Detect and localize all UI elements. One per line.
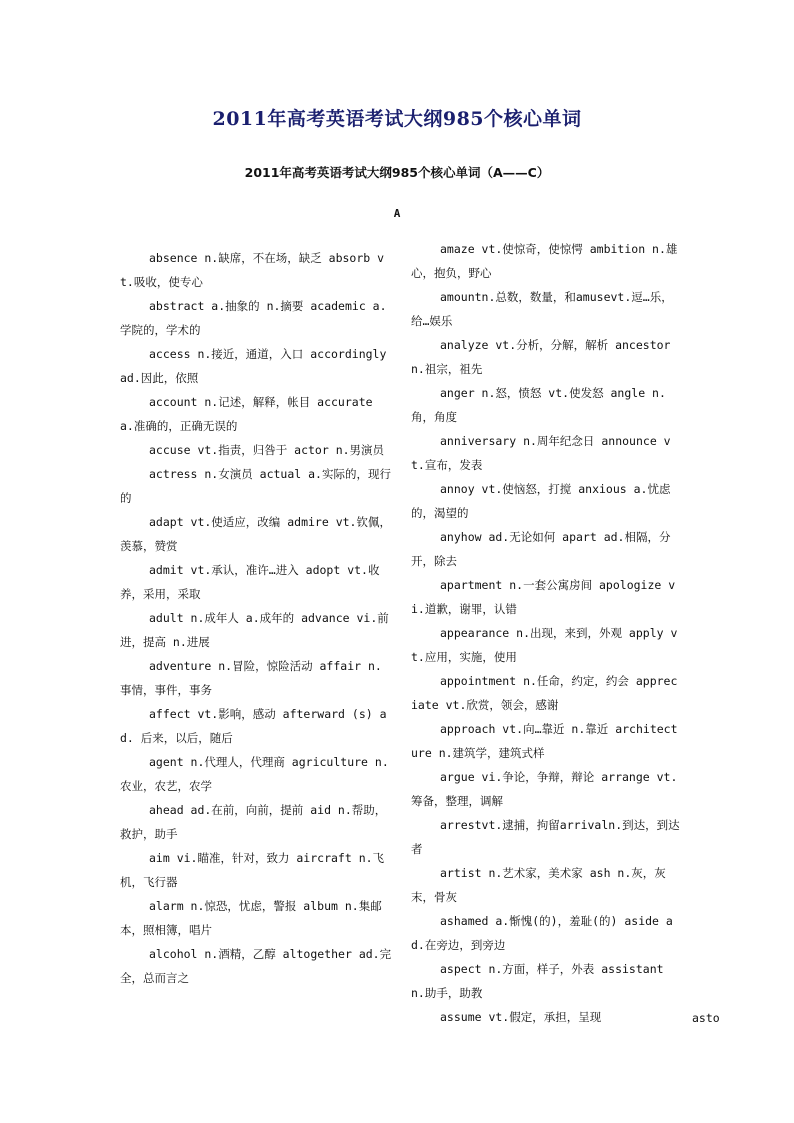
left-column (120, 246, 392, 990)
vocab-entry: agent n.代理人，代理商 agriculture n.农业，农艺，农学 (120, 755, 389, 793)
vocab-entry: ahead ad.在前，向前，提前 aid n.帮助，救护，助手 (120, 803, 387, 841)
vocab-entry: alarm n.惊恐，忧虑，警报 album n.集邮本，照相簿，唱片 (120, 899, 382, 937)
vocab-entry: access n.接近，通道，入口 accordingly ad.因此，依照 (120, 347, 387, 385)
vocab-entry: arrestvt.逮捕，拘留arrivaln.到达，到达者 (411, 818, 680, 856)
vocab-entry: accuse vt.指责，归咎于 actor n.男演员 (149, 443, 385, 457)
right-column (411, 237, 683, 1029)
vocab-entry: adapt vt.使适应，改编 admire vt.钦佩，羡慕，赞赏 (120, 515, 391, 553)
vocab-entry: anger n.怒，愤怒 vt.使发怒 angle n.角，角度 (411, 386, 666, 424)
vocab-entry: argue vi.争论，争辩，辩论 arrange vt.筹备，整理，调解 (411, 770, 678, 808)
vocab-entry: appointment n.任命，约定，约会 appreciate vt.欣赏，领会，感谢 (411, 674, 678, 712)
vocab-entry: anyhow ad.无论如何 apart ad.相隔，分开，除去 (411, 530, 671, 568)
trailing-word-fragment: asto (692, 1011, 720, 1025)
vocab-entry: approach vt.向…靠近 n.靠近 architecture n.建筑学，建筑式样 (411, 722, 678, 760)
vocab-entry: analyze vt.分析，分解，解析 ancestor n.祖宗，祖先 (411, 338, 671, 376)
vocab-entry: aspect n.方面，样子，外表 assistant n.助手，助教 (411, 962, 664, 1000)
page-title: 2011年高考英语考试大纲985个核心单词 (212, 108, 582, 130)
vocab-entry: absence n.缺席，不在场，缺乏 absorb vt.吸收，使专心 (120, 251, 385, 289)
section-letter: A (393, 207, 401, 220)
vocab-entry: artist n.艺术家，美术家 ash n.灰，灰末，骨灰 (411, 866, 666, 904)
vocab-entry: alcohol n.酒精，乙醇 altogether ad.完全，总而言之 (120, 947, 392, 985)
vocab-entry: amaze vt.使惊奇，使惊愕 ambition n.雄心，抱负，野心 (411, 242, 678, 280)
vocab-entry: assume vt.假定，承担，呈现 (440, 1010, 602, 1024)
vocab-entry: abstract a.抽象的 n.摘要 academic a.学院的，学术的 (120, 299, 387, 337)
vocab-entry: appearance n.出现，来到，外观 apply vt.应用，实施，使用 (411, 626, 678, 664)
vocab-entry: affect vt.影响，感动 afterward (s) ad. 后来，以后，随后 (120, 707, 387, 745)
vocab-entry: amountn.总数，数量，和amusevt.逗…乐，给…娱乐 (411, 290, 673, 328)
vocab-entry: adventure n.冒险，惊险活动 affair n.事情，事件，事务 (120, 659, 382, 697)
vocab-entry: adult n.成年人 a.成年的 advance vi.前进，提高 n.进展 (120, 611, 389, 649)
vocab-entry: anniversary n.周年纪念日 announce vt.宣布，发表 (411, 434, 671, 472)
vocab-entry: admit vt.承认，准许…进入 adopt vt.收养，采用，采取 (120, 563, 380, 601)
vocab-entry: apartment n.一套公寓房间 apologize vi.道歉，谢罪，认错 (411, 578, 676, 616)
vocab-entry: ashamed a.惭愧(的)，羞耻(的) aside ad.在旁边，到旁边 (411, 914, 673, 952)
vocab-entry: annoy vt.使恼怒，打搅 anxious a.忧虑的，渴望的 (411, 482, 671, 520)
vocab-entry: account n.记述，解释，帐目 accurate a.准确的，正确无误的 (120, 395, 373, 433)
vocab-entry: actress n.女演员 actual a.实际的，现行的 (120, 467, 391, 505)
vocab-entry: aim vi.瞄准，针对，致力 aircraft n.飞机，飞行器 (120, 851, 385, 889)
page-subtitle: 2011年高考英语考试大纲985个核心单词（A——C） (244, 165, 550, 180)
